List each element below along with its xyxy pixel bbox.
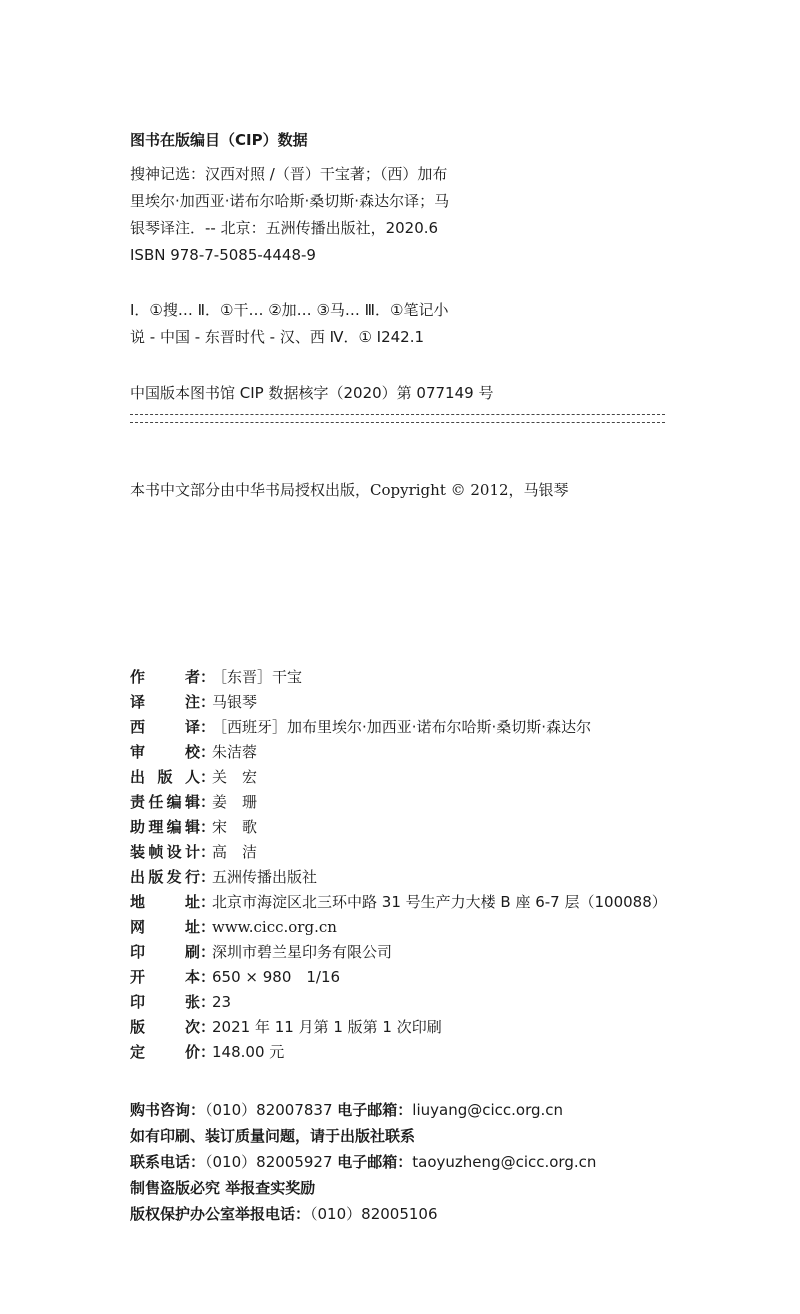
- colophon-row-printer: 印 刷：深圳市碧兰星印务有限公司: [130, 943, 393, 961]
- copyright-notice: 本书中文部分由中华书局授权出版，Copyright © 2012，马银琴: [130, 481, 569, 499]
- colophon-row-format: 开 本：650 × 980 1/16: [130, 968, 341, 986]
- quality-note: 如有印刷、装订质量问题，请于出版社联系: [130, 1127, 416, 1145]
- colophon-value: 宋 歌: [212, 818, 258, 836]
- colophon-row-price: 定 价：148.00 元: [130, 1043, 285, 1061]
- colophon-label: 出版发行: [130, 868, 200, 886]
- colophon-value: 650 × 980 1/16: [212, 968, 341, 986]
- purchase-phone: （010）82007837: [205, 1101, 333, 1119]
- colophon-label: 责任编辑: [130, 793, 200, 811]
- report-phone: （010）82005106: [310, 1205, 438, 1223]
- email-label-2: 电子邮箱：: [337, 1153, 413, 1171]
- cip-subject-line-1: Ⅰ．①搜… Ⅱ．①干… ②加… ③马… Ⅲ．①笔记小: [130, 301, 449, 319]
- colophon-row-annotator: 译 注：马银琴: [130, 693, 258, 711]
- colophon-value: 马银琴: [212, 693, 258, 711]
- colophon-label: 网 址: [130, 918, 200, 936]
- contact-phone: （010）82005927: [205, 1153, 333, 1171]
- colophon-value: 五洲传播出版社: [212, 868, 318, 886]
- colophon-row-website: 网 址：www.cicc.org.cn: [130, 918, 337, 936]
- colophon-row-sheets: 印 张：23: [130, 993, 232, 1011]
- cip-isbn-line: ISBN 978-7-5085-4448-9: [130, 246, 316, 264]
- colophon-value: 朱洁蓉: [212, 743, 258, 761]
- colophon-row-author: 作 者：［东晋］干宝: [130, 668, 303, 686]
- colophon-label: 地 址: [130, 893, 200, 911]
- email-1: liuyang@cicc.org.cn: [412, 1101, 564, 1119]
- cip-entry-line-1: 搜神记选：汉西对照 /（晋）干宝著；（西）加布: [130, 165, 448, 183]
- report-phone-line: [130, 1204, 438, 1224]
- colophon-row-publisher: 出 版 人：关 宏: [130, 768, 258, 786]
- colophon-label: 印 刷: [130, 943, 200, 961]
- purchase-inquiry-line: [130, 1100, 563, 1120]
- cip-subject-line-2: 说 - 中国 - 东晋时代 - 汉、西 Ⅳ．① I242.1: [130, 328, 425, 346]
- colophon-label: 作 者: [130, 668, 200, 686]
- colophon-label: 审 校: [130, 743, 200, 761]
- colophon-row-spanish-translator: 西 译：［西班牙］加布里埃尔·加西亚·诺布尔哈斯·桑切斯·森达尔: [130, 718, 592, 736]
- colophon-row-address: 地 址：北京市海淀区北三环中路 31 号生产力大楼 B 座 6-7 层（100088）: [130, 893, 667, 911]
- colophon-label: 西 译: [130, 718, 200, 736]
- report-label: 版权保护办公室举报电话：: [130, 1205, 311, 1223]
- colophon-row-assistant-editor: 助理编辑：宋 歌: [130, 818, 258, 836]
- colophon-value: 23: [212, 993, 232, 1011]
- contact-phone-line: [130, 1152, 596, 1172]
- colophon-value: ［东晋］干宝: [212, 668, 303, 686]
- colophon-label: 印 张: [130, 993, 200, 1011]
- colophon-label: 译 注: [130, 693, 200, 711]
- colophon-value: www.cicc.org.cn: [212, 918, 337, 936]
- colophon-value: 关 宏: [212, 768, 258, 786]
- colophon-value: 高 洁: [212, 843, 258, 861]
- colophon-value: 姜 珊: [212, 793, 258, 811]
- purchase-label: 购书咨询：: [130, 1101, 206, 1119]
- divider-dashed-1: [130, 414, 665, 415]
- colophon-row-edition: 版 次：2021 年 11 月第 1 版第 1 次印刷: [130, 1018, 442, 1036]
- colophon-value: 2021 年 11 月第 1 版第 1 次印刷: [212, 1018, 442, 1036]
- colophon-row-designer: 装帧设计：高 洁: [130, 843, 258, 861]
- colophon-label: 装帧设计: [130, 843, 200, 861]
- piracy-note: 制售盗版必究 举报查实奖励: [130, 1179, 316, 1197]
- cip-record-line: 中国版本图书馆 CIP 数据核字（2020）第 077149 号: [130, 384, 494, 402]
- colophon-label: 开 本: [130, 968, 200, 986]
- divider-dashed-2: [130, 422, 665, 423]
- colophon-value: 深圳市碧兰星印务有限公司: [212, 943, 393, 961]
- colophon-label: 助理编辑: [130, 818, 200, 836]
- email-label-1: 电子邮箱：: [337, 1101, 413, 1119]
- colophon-row-distributor: 出版发行：五洲传播出版社: [130, 868, 318, 886]
- contact-label: 联系电话：: [130, 1153, 206, 1171]
- colophon-value: 148.00 元: [212, 1043, 285, 1061]
- colophon-label: 定 价: [130, 1043, 200, 1061]
- colophon-label: 版 次: [130, 1018, 200, 1036]
- cip-title: 图书在版编目（CIP）数据: [130, 131, 308, 149]
- colophon-row-editor: 责任编辑：姜 珊: [130, 793, 258, 811]
- cip-entry-line-3: 银琴译注．-- 北京：五洲传播出版社，2020.6: [130, 219, 439, 237]
- colophon-label: 出 版 人: [130, 768, 200, 786]
- email-2: taoyuzheng@cicc.org.cn: [412, 1153, 597, 1171]
- colophon-row-proofreader: 审 校：朱洁蓉: [130, 743, 258, 761]
- colophon-value: 北京市海淀区北三环中路 31 号生产力大楼 B 座 6-7 层（100088）: [212, 893, 667, 911]
- colophon-value: ［西班牙］加布里埃尔·加西亚·诺布尔哈斯·桑切斯·森达尔: [212, 718, 592, 736]
- cip-entry-line-2: 里埃尔·加西亚·诺布尔哈斯·桑切斯·森达尔译；马: [130, 192, 450, 210]
